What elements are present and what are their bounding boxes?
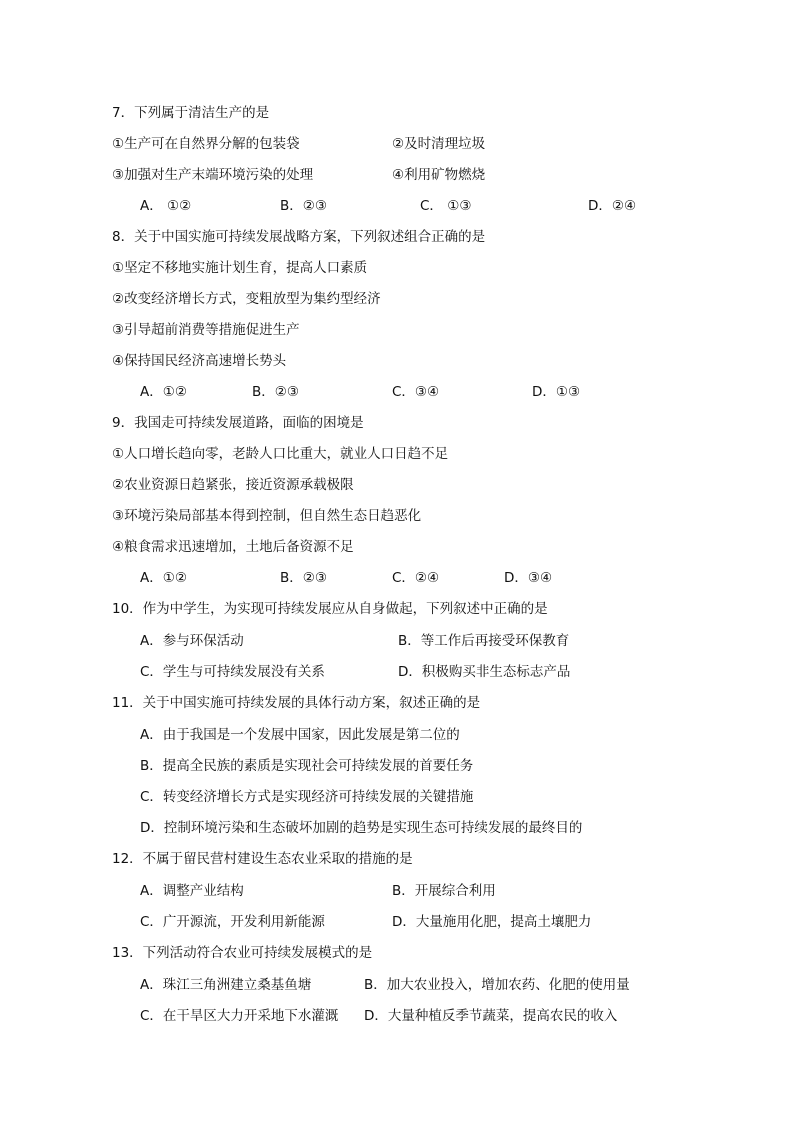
- question-9-item-1: ①人口增长趋向零，老龄人口比重大，就业人口日趋不足: [112, 446, 449, 462]
- question-12-choice-a: A．调整产业结构: [140, 883, 244, 899]
- question-11-choice-a: A．由于我国是一个发展中国家，因此发展是第二位的: [140, 727, 460, 743]
- question-8-stem: 8．关于中国实施可持续发展战略方案，下列叙述组合正确的是: [112, 229, 486, 245]
- question-9-stem: 9．我国走可持续发展道路，面临的困境是: [112, 415, 364, 431]
- question-11-choice-b: B．提高全民族的素质是实现社会可持续发展的首要任务: [140, 758, 474, 774]
- question-7-item-4: ④利用矿物燃烧: [392, 167, 486, 183]
- question-13-stem: 13．下列活动符合农业可持续发展模式的是: [112, 945, 373, 961]
- question-11-stem: 11．关于中国实施可持续发展的具体行动方案，叙述正确的是: [112, 695, 481, 711]
- question-7-item-3: ③加强对生产末端环境污染的处理: [112, 167, 314, 183]
- question-9-choice-b: B．②③: [280, 570, 327, 586]
- question-13-choice-b: B．加大农业投入，增加农药、化肥的使用量: [364, 977, 630, 993]
- question-8-choice-b: B．②③: [252, 384, 299, 400]
- question-7-item-2: ②及时清理垃圾: [392, 136, 486, 152]
- question-7-stem: 7．下列属于清洁生产的是: [112, 105, 270, 121]
- question-10-choice-b: B．等工作后再接受环保教育: [398, 633, 570, 649]
- question-10-choice-d: D．积极购买非生态标志产品: [398, 664, 571, 680]
- question-7-choice-d: D．②④: [588, 198, 637, 214]
- question-13-choice-d: D．大量种植反季节蔬菜，提高农民的收入: [364, 1008, 618, 1024]
- question-10-choice-c: C．学生与可持续发展没有关系: [140, 664, 325, 680]
- question-9-choice-d: D．③④: [504, 570, 553, 586]
- question-8-item-4: ④保持国民经济高速增长势头: [112, 353, 287, 369]
- question-10-choice-a: A．参与环保活动: [140, 633, 244, 649]
- question-9-item-2: ②农业资源日趋紧张，接近资源承载极限: [112, 477, 354, 493]
- question-9-item-3: ③环境污染局部基本得到控制，但自然生态日趋恶化: [112, 508, 422, 524]
- question-8-item-1: ①坚定不移地实施计划生育，提高人口素质: [112, 260, 368, 276]
- question-7-choice-c: C． ①③: [420, 198, 472, 214]
- question-12-stem: 12．不属于留民营村建设生态农业采取的措施的是: [112, 851, 413, 867]
- question-13-choice-c: C．在干旱区大力开采地下水灌溉: [140, 1008, 339, 1024]
- question-12-choice-c: C．广开源流，开发利用新能源: [140, 914, 325, 930]
- question-12-choice-d: D．大量施用化肥，提高土壤肥力: [392, 914, 592, 930]
- question-9-item-4: ④粮食需求迅速增加，土地后备资源不足: [112, 539, 354, 555]
- question-11-choice-d: D．控制环境污染和生态破坏加剧的趋势是实现生态可持续发展的最终目的: [140, 820, 583, 836]
- question-8-choice-d: D．①③: [532, 384, 581, 400]
- question-11-choice-c: C．转变经济增长方式是实现经济可持续发展的关键措施: [140, 789, 474, 805]
- question-8-item-3: ③引导超前消费等措施促进生产: [112, 322, 300, 338]
- question-7-item-1: ①生产可在自然界分解的包装袋: [112, 136, 300, 152]
- question-9-choice-c: C．②④: [392, 570, 440, 586]
- question-8-choice-a: A．①②: [140, 384, 187, 400]
- question-9-choice-a: A．①②: [140, 570, 187, 586]
- question-7-choice-a: A． ①②: [140, 198, 192, 214]
- question-10-stem: 10．作为中学生，为实现可持续发展应从自身做起，下列叙述中正确的是: [112, 601, 548, 617]
- question-12-choice-b: B．开展综合利用: [392, 883, 496, 899]
- question-8-item-2: ②改变经济增长方式，变粗放型为集约型经济: [112, 291, 381, 307]
- question-7-choice-b: B．②③: [280, 198, 327, 214]
- question-8-choice-c: C．③④: [392, 384, 440, 400]
- question-13-choice-a: A．珠江三角洲建立桑基鱼塘: [140, 977, 312, 993]
